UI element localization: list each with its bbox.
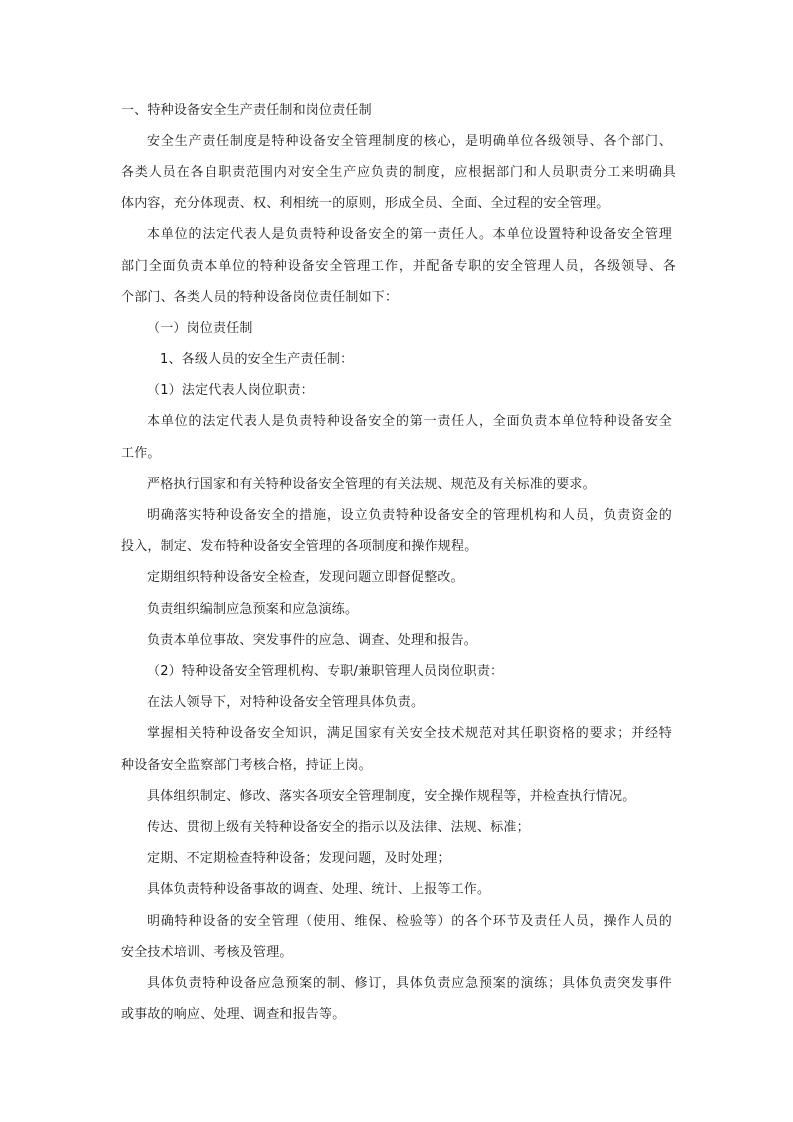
paragraph-line: 具体负责特种设备事故的调查、处理、统计、上报等工作。 — [147, 882, 491, 897]
subsection-heading: （一）岗位责任制 — [147, 321, 253, 336]
paragraph-line: 工作。 — [121, 446, 161, 461]
paragraph-line: 投入，制定、发布特种设备安全管理的各项制度和操作规程。 — [121, 539, 478, 554]
paragraph-line: 安全技术培训、考核及管理。 — [121, 945, 293, 960]
paragraph-line: 明确特种设备的安全管理（使用、维保、检验等）的各个环节及责任人员，操作人员的 — [147, 914, 672, 929]
paragraph-line: 明确落实特种设备安全的措施，设立负责特种设备安全的管理机构和人员，负责资金的 — [147, 508, 672, 523]
paragraph-line: 具体组织制定、修改、落实各项安全管理制度，安全操作规程等，并检查执行情况。 — [147, 789, 636, 804]
paragraph-line: 定期组织特种设备安全检查，发现问题立即督促整改。 — [147, 570, 464, 585]
paragraph-line: 或事故的响应、处理、调查和报告等。 — [121, 1007, 346, 1022]
item-heading: （1）法定代表人岗位职责： — [147, 383, 314, 398]
paragraph-line: 定期、不定期检查特种设备；发现问题，及时处理； — [147, 851, 451, 866]
paragraph-line: 具体负责特种设备应急预案的制、修订，具体负责应急预案的演练；具体负责突发事件 — [147, 976, 672, 991]
paragraph-line: 部门全面负责本单位的特种设备安全管理工作，并配备专职的安全管理人员，各级领导、各 — [121, 259, 676, 274]
paragraph-line: 在法人领导下，对特种设备安全管理具体负责。 — [147, 695, 425, 710]
paragraph-line: 传达、贯彻上级有关特种设备安全的指示以及法律、法规、标准； — [147, 820, 530, 835]
paragraph-line: 负责本单位事故、突发事件的应急、调查、处理和报告。 — [147, 633, 478, 648]
paragraph-line: 安全生产责任制度是特种设备安全管理制度的核心，是明确单位各级领导、各个部门、 — [147, 134, 672, 149]
paragraph-line: 掌握相关特种设备安全知识，满足国家有关安全技术规范对其任职资格的要求；并经特 — [147, 726, 672, 741]
paragraph-line: 个部门、各类人员的特种设备岗位责任制如下： — [121, 290, 399, 305]
paragraph-line: 本单位的法定代表人是负责特种设备安全的第一责任人，全面负责本单位特种设备安全 — [147, 414, 672, 429]
section-heading: 一、特种设备安全生产责任制和岗位责任制 — [121, 103, 372, 118]
paragraph-line: 种设备安全监察部门考核合格，持证上岗。 — [121, 758, 372, 773]
paragraph-line: 体内容，充分体现责、权、利相统一的原则，形成全员、全面、全过程的安全管理。 — [121, 196, 610, 211]
paragraph-line: 本单位的法定代表人是负责特种设备安全的第一责任人。本单位设置特种设备安全管理 — [147, 227, 672, 242]
subsection-heading: 1、各级人员的安全生产责任制： — [160, 352, 354, 367]
item-heading: （2）特种设备安全管理机构、专职/兼职管理人员岗位职责： — [147, 664, 504, 679]
paragraph-line: 负责组织编制应急预案和应急演练。 — [147, 602, 359, 617]
paragraph-line: 严格执行国家和有关特种设备安全管理的有关法规、规范及有关标准的要求。 — [147, 477, 596, 492]
paragraph-line: 各类人员在各自职责范围内对安全生产应负责的制度，应根据部门和人员职责分工来明确具 — [121, 165, 676, 180]
